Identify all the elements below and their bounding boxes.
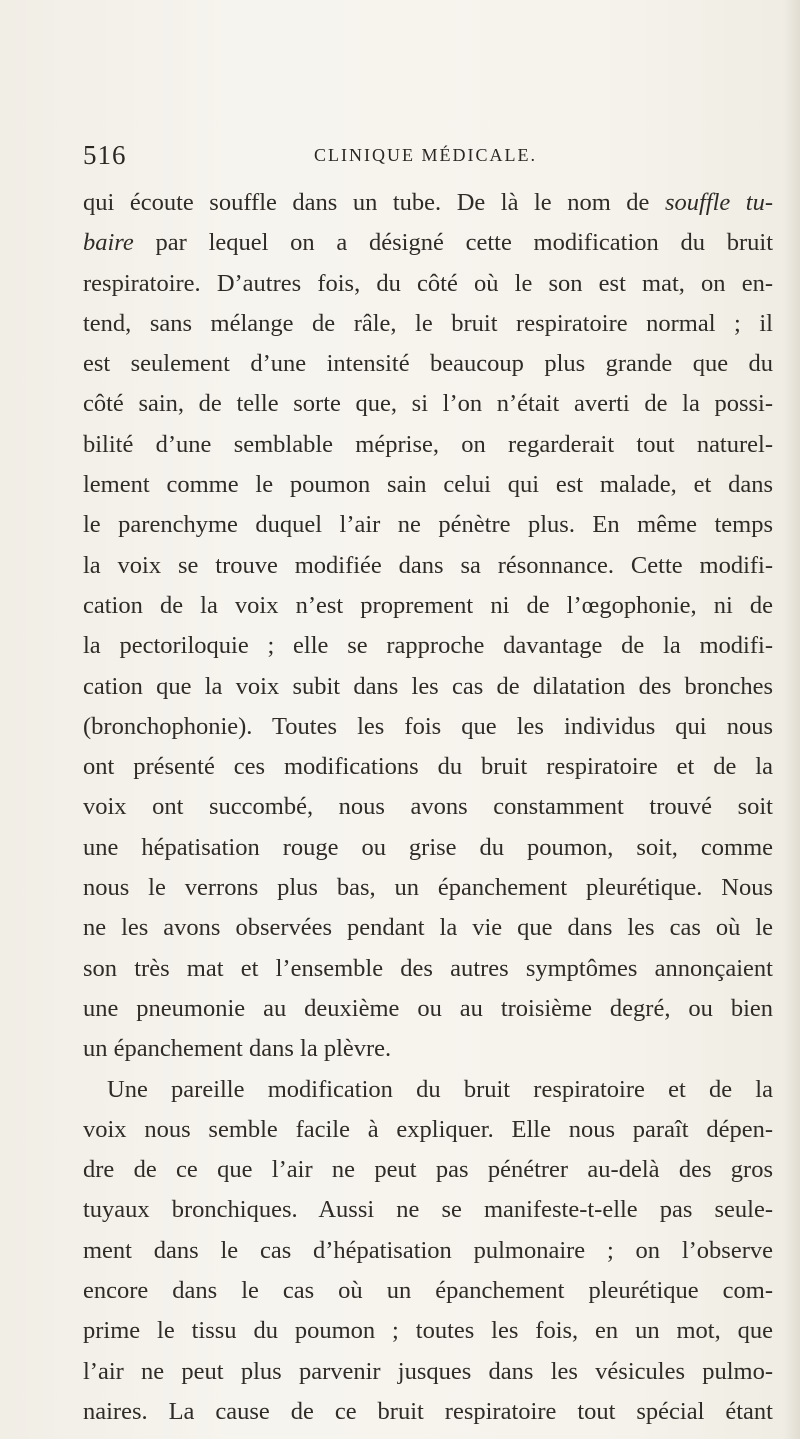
- text-span: qui écoute souffle dans un tube. De là le nom de: [83, 189, 665, 216]
- page-header: [83, 140, 773, 174]
- text-span: un épanchement dans la plèvre.: [83, 1035, 392, 1063]
- text-line: ment dans le cas d’hépatisation pulmonaire ; on l’observe: [83, 1236, 773, 1264]
- text-span: côté sain, de telle sorte que, si l’on n’était averti de la possi-: [83, 390, 773, 418]
- text-line: [83, 989, 773, 1029]
- text-span: nous le verrons plus bas, un épanchement pleurétique. Nous: [83, 874, 773, 902]
- text-line: Une pareille modification du bruit respiratoire et de la: [107, 1075, 773, 1103]
- page-edge-shadow: [784, 0, 800, 1439]
- text-line: [83, 384, 773, 424]
- text-line: l’air ne peut plus parvenir jusques dans les vésicules pulmo-: [83, 1357, 773, 1385]
- text-span: son très mat et l’ensemble des autres symptômes annonçaient: [83, 954, 773, 982]
- text-span: tend, sans mélange de râle, le bruit respiratoire normal ; il: [83, 309, 773, 337]
- text-line: dre de ce que l’air ne peut pas pénétrer au-delà des gros: [83, 1156, 773, 1184]
- text-span: par lequel on a désigné cette modification du bruit: [133, 229, 773, 257]
- text-line: [83, 828, 773, 868]
- body-text: [83, 183, 773, 1432]
- text-span: respiratoire. D’autres fois, du côté où le son est mat, on en-: [83, 269, 773, 297]
- text-line: [83, 546, 773, 586]
- text-line: [83, 949, 773, 989]
- text-line: [83, 264, 773, 304]
- text-line: [83, 344, 773, 384]
- text-span: ont présenté ces modifications du bruit respiratoire et de la: [83, 753, 773, 781]
- text-span: la pectoriloquie ; elle se rapproche davantage de la modifi-: [83, 632, 773, 660]
- text-line: [83, 505, 773, 545]
- text-line: naires. La cause de ce bruit respiratoire tout spécial étant: [83, 1397, 773, 1425]
- page-number: 516: [83, 140, 127, 170]
- text-line: [83, 747, 773, 787]
- text-line: [83, 707, 773, 747]
- text-span: lement comme le poumon sain celui qui est malade, et dans: [83, 471, 773, 499]
- text-line: [83, 425, 773, 465]
- text-line: [83, 586, 773, 626]
- text-span: la voix se trouve modifiée dans sa résonnance. Cette modifi-: [83, 551, 773, 579]
- text-span: cation que la voix subit dans les cas de dilatation des bronches: [83, 672, 773, 700]
- text-span: bilité d’une semblable méprise, on regarderait tout naturel-: [83, 430, 773, 458]
- text-span: une hépatisation rouge ou grise du poumon, soit, comme: [83, 833, 773, 861]
- text-span: le parenchyme duquel l’air ne pénètre plus. En même temps: [83, 511, 773, 539]
- text-line: voix nous semble facile à expliquer. Elle nous paraît dépen-: [83, 1115, 773, 1143]
- italic-term: souffle tu-: [664, 189, 773, 216]
- text-span: cation de la voix n’est proprement ni de l’œgophonie, ni de: [83, 591, 773, 619]
- text-line: [83, 667, 773, 707]
- text-line: [83, 787, 773, 827]
- text-line: [83, 908, 773, 948]
- text-line: encore dans le cas où un épanchement pleurétique com-: [83, 1277, 773, 1305]
- text-span: ne les avons observées pendant la vie que dans les cas où le: [83, 914, 773, 942]
- text-span: voix ont succombé, nous avons constamment trouvé soit: [83, 793, 773, 821]
- text-line: tuyaux bronchiques. Aussi ne se manifeste-t-elle pas seule-: [83, 1196, 773, 1224]
- italic-term: baire: [83, 229, 134, 257]
- text-line: [83, 223, 773, 263]
- text-line: prime le tissu du poumon ; toutes les fois, en un mot, que: [83, 1317, 773, 1345]
- running-head: CLINIQUE MÉDICALE.: [314, 145, 537, 165]
- text-span: est seulement d’une intensité beaucoup plus grande que du: [83, 350, 773, 378]
- text-line: [83, 304, 773, 344]
- text-span: (bronchophonie). Toutes les fois que les individus qui nous: [83, 712, 773, 740]
- text-line: [83, 626, 773, 666]
- text-line: [83, 868, 773, 908]
- text-span: une pneumonie au deuxième ou au troisième degré, ou bien: [83, 994, 773, 1022]
- text-line: [83, 1029, 773, 1069]
- text-line: [83, 465, 773, 505]
- text-line: [83, 183, 773, 223]
